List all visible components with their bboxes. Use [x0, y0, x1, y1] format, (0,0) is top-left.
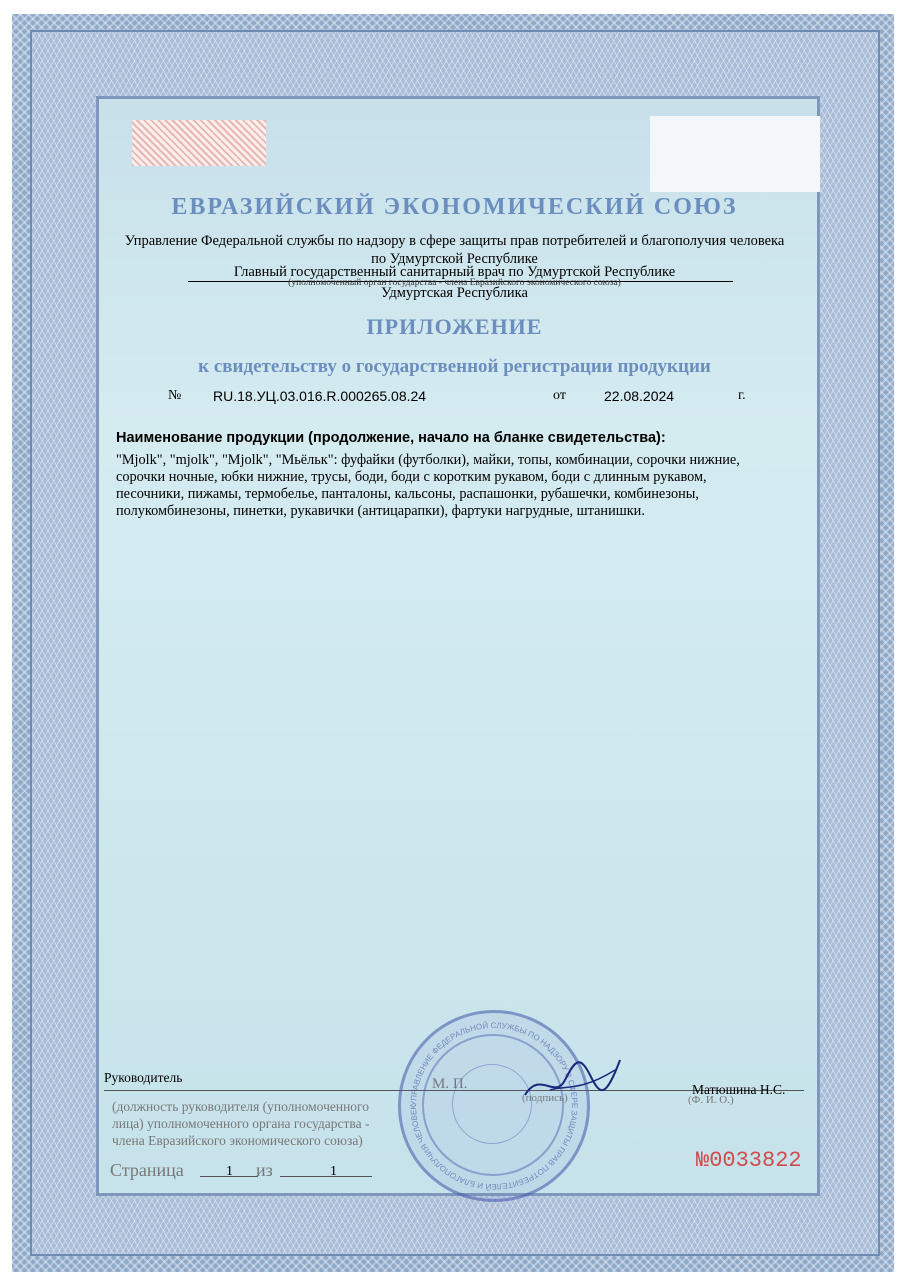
serial-number: №0033822 [696, 1148, 802, 1173]
union-title: ЕВРАЗИЙСКИЙ ЭКОНОМИЧЕСКИЙ СОЮЗ [171, 194, 738, 220]
authority-caption: (уполномоченный орган государства - члена Евразийского экономического союза) [288, 278, 621, 288]
seal-text: УПРАВЛЕНИЕ ФЕДЕРАЛЬНОЙ СЛУЖБЫ ПО НАДЗОРУ В СФЕРЕ ЗАЩИТЫ ПРАВ ПОТРЕБИТЕЛЕЙ И БЛАГОПОЛУЧИЯ ЧЕЛОВЕК [408, 1020, 580, 1192]
signature-scribble [520, 1050, 630, 1110]
role-caption-line: члена Евразийского экономического союза) [112, 1133, 363, 1148]
signature-caption: (подпись) [522, 1092, 568, 1104]
year-suffix: г. [738, 388, 746, 403]
signer-role: Руководитель [104, 1070, 183, 1085]
role-caption-line: (должность руководителя (уполномоченного [112, 1099, 370, 1114]
hologram-area [650, 116, 820, 192]
name-caption: (Ф. И. О.) [688, 1094, 734, 1106]
authority-line-1: Управление Федеральной службы по надзору в сфере защиты прав потребителей и благополучия человека [124, 233, 785, 249]
product-description [116, 452, 806, 520]
authority-name [0, 232, 909, 268]
appendix-title: ПРИЛОЖЕНИЕ [366, 314, 543, 339]
authority-line-2: по Удмуртской Республике [371, 251, 538, 267]
security-hatch-box [132, 120, 266, 166]
of-label: из [256, 1160, 273, 1180]
signer-name: Матюшина Н.С. [692, 1082, 786, 1097]
total-underline [280, 1176, 372, 1177]
region: Удмуртская Республика [381, 285, 528, 301]
appendix-subtitle: к свидетельству о государственной регистрации продукции [198, 356, 711, 377]
date-label: от [553, 388, 566, 403]
page-label: Страница [110, 1160, 184, 1180]
chief-officer: Главный государственный санитарный врач по Удмуртской Республике [233, 264, 676, 280]
total-pages: 1 [330, 1164, 337, 1179]
seal-place-label: М. П. [432, 1076, 468, 1092]
role-caption-line: лица) уполномоченного органа государства - [112, 1116, 370, 1131]
certificate-number: RU.18.УЦ.03.016.R.000265.08.24 [213, 388, 427, 404]
product-heading: Наименование продукции (продолжение, начало на бланке свидетельства): [116, 430, 666, 446]
role-caption [112, 1098, 412, 1149]
product-line: "Mjolk", "mjolk", "Mjolk", "Мьёльк": фуфайки (футболки), майки, топы, комбинации, сорочки нижние, [116, 452, 740, 468]
product-line: сорочки ночные, юбки нижние, трусы, боди, боди с коротким рукавом, боди с длинным рукавом, [116, 469, 707, 485]
product-line: песочники, пижамы, термобелье, панталоны, кальсоны, распашонки, рубашечки, комбинезоны, [116, 486, 699, 502]
certificate-date: 22.08.2024 [604, 388, 675, 404]
product-line: полукомбинезоны, пинетки, рукавички (антицарапки), фартуки нагрудные, штанишки. [116, 503, 645, 519]
page-number: 1 [226, 1164, 233, 1179]
number-label: № [168, 388, 182, 403]
